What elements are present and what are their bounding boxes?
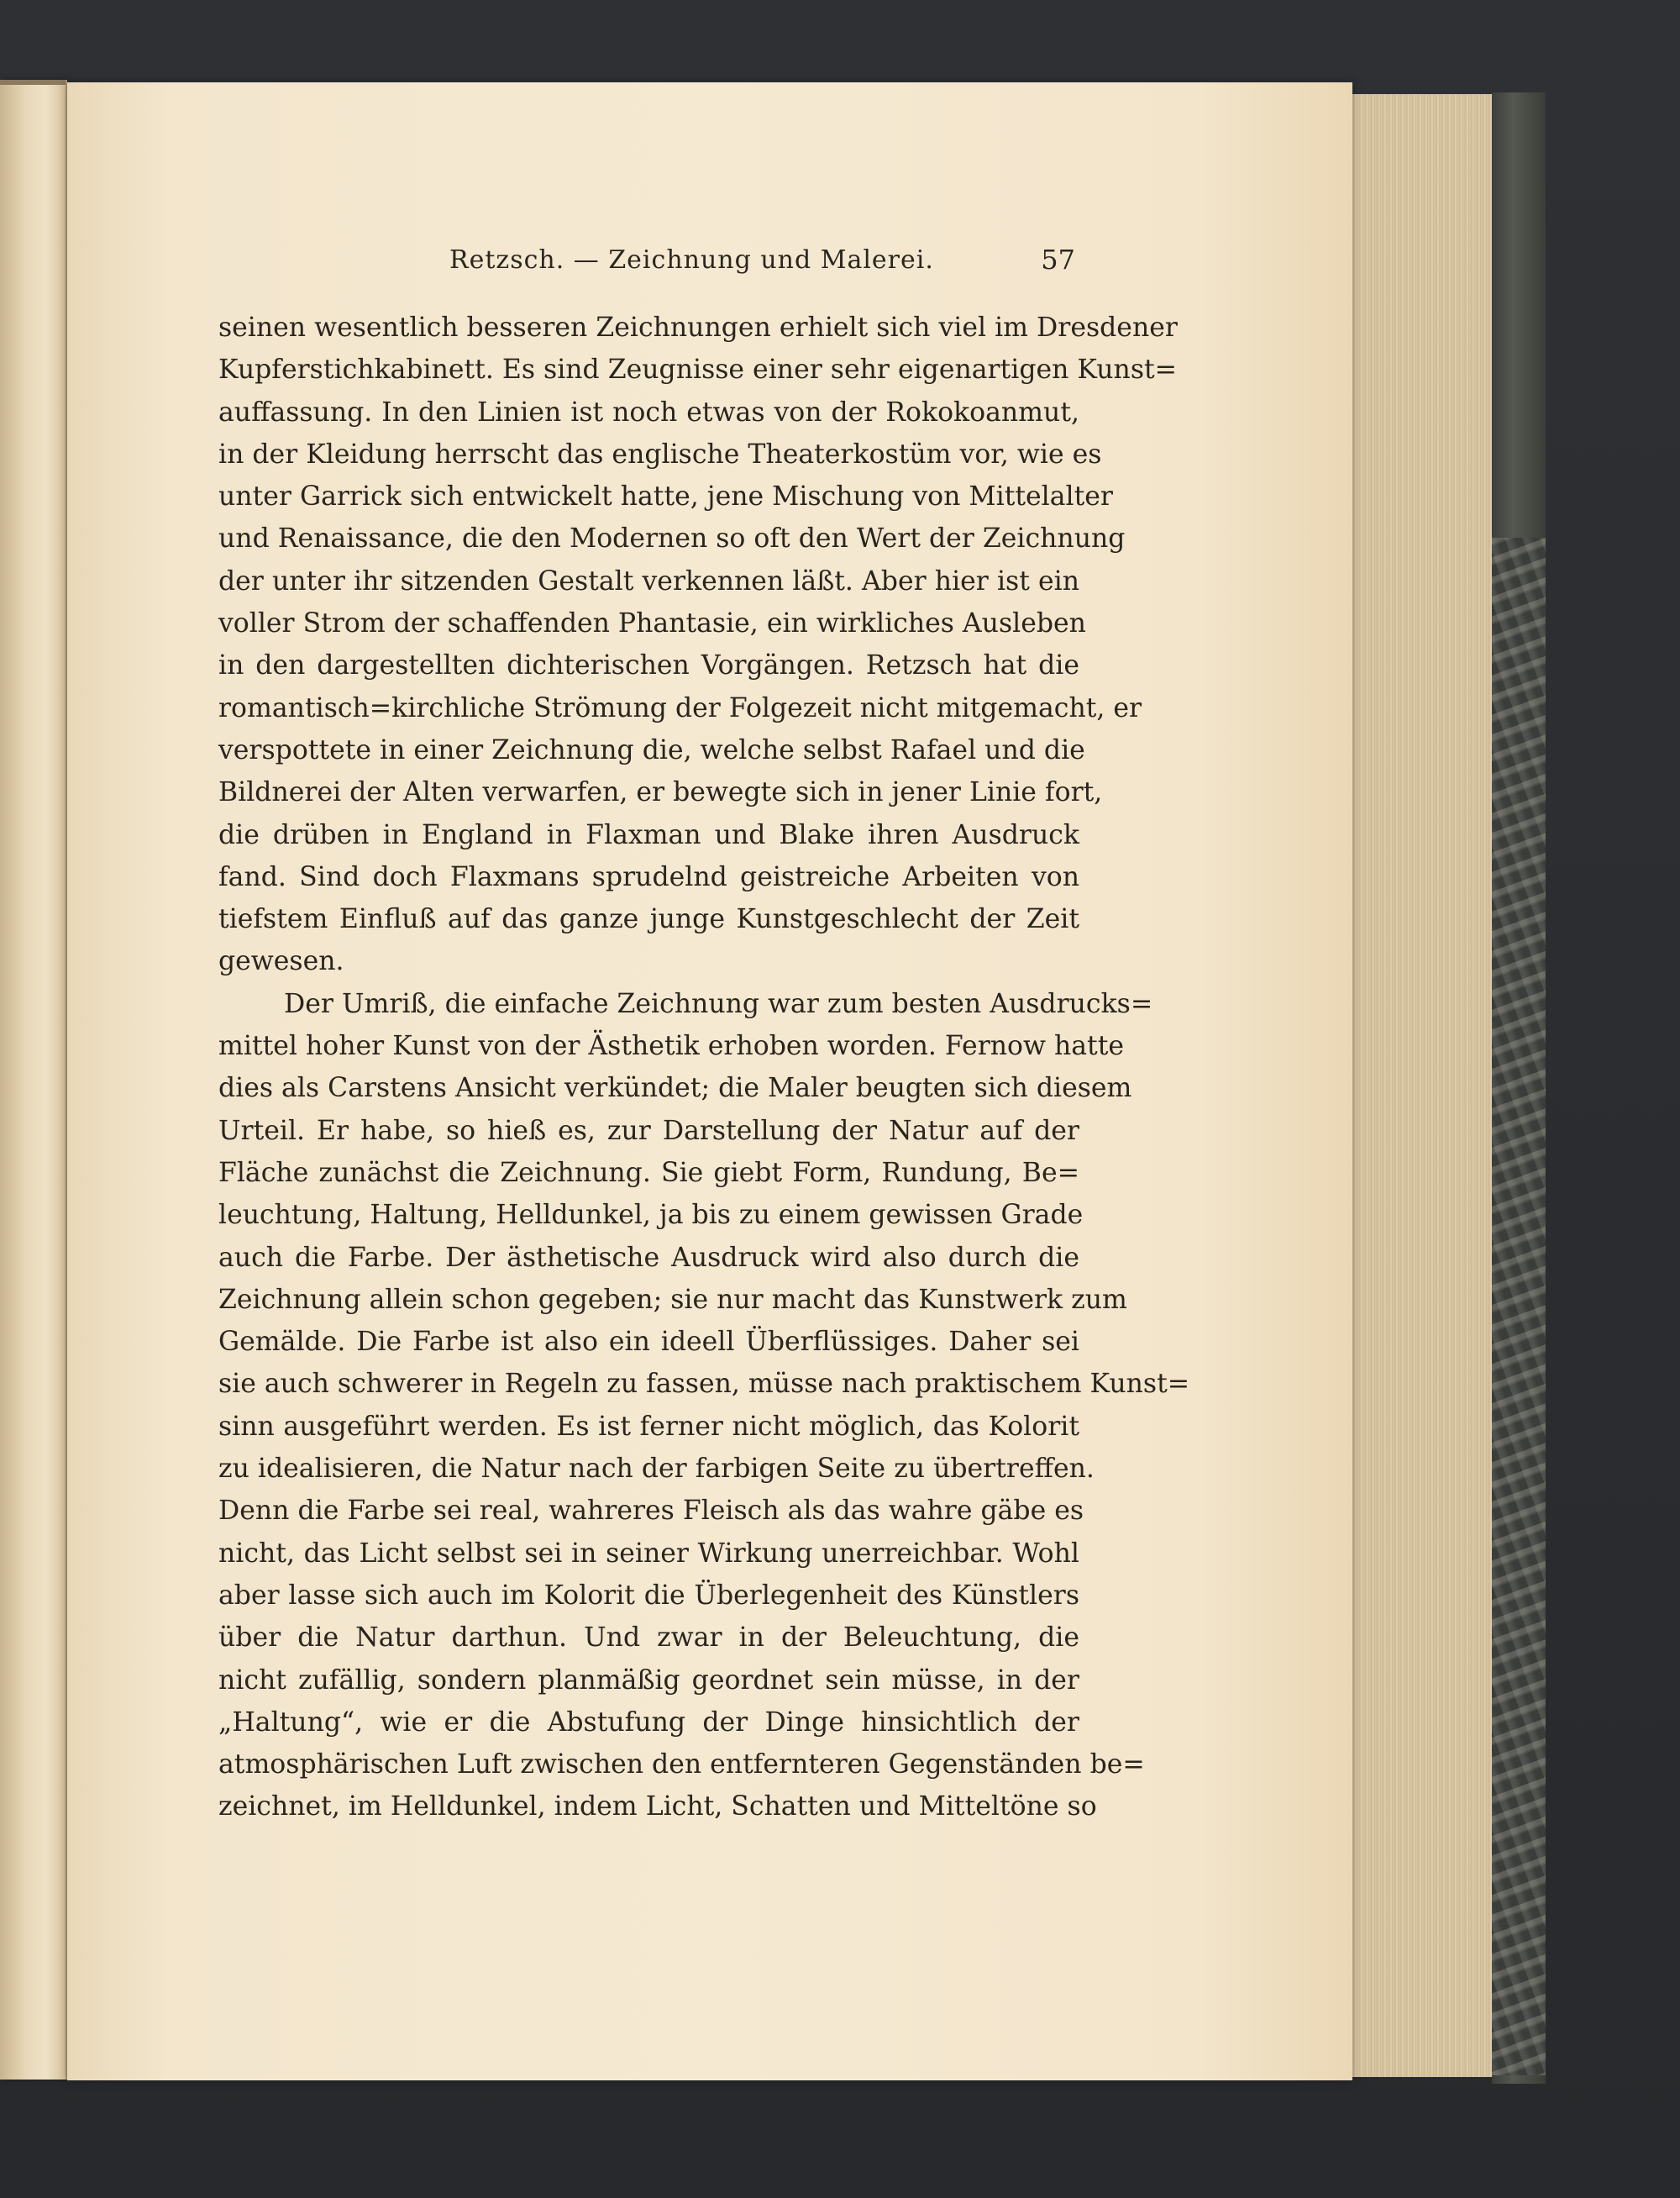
text-line: romantisch=kirchliche Strömung der Folgezeit nicht mitgemacht, er (218, 692, 1142, 723)
text-line: in der Kleidung herrscht das englische Theaterkostüm vor, wie es (218, 439, 1102, 470)
text-line: Fläche zunächst die Zeichnung. Sie giebt Form, Rundung, Be= (218, 1157, 1079, 1188)
text-line: und Renaissance, die den Modernen so oft den Wert der Zeichnung (218, 523, 1126, 555)
text-line: Denn die Farbe sei real, wahreres Fleisch als das wahre gäbe es (218, 1496, 1084, 1527)
text-line: die drüben in England in Flaxman und Blake ihren Ausdruck (218, 819, 1079, 850)
text-line: Gemälde. Die Farbe ist also ein ideell Überflüssiges. Daher sei (218, 1327, 1079, 1358)
text-line: Zeichnung allein schon gegeben; sie nur macht das Kunstwerk zum (218, 1284, 1127, 1315)
page-header (218, 235, 1075, 286)
text-line: Urteil. Er habe, so hieß es, zur Darstellung der Natur auf der (218, 1115, 1079, 1146)
text-line: dies als Carstens Ansicht verkündet; die Maler beugten sich diesem (218, 1073, 1132, 1104)
text-line: verspottete in einer Zeichnung die, welche selbst Rafael und die (218, 734, 1085, 765)
text-line: gewesen. (218, 946, 344, 977)
text-line: nicht zufällig, sondern planmäßig geordnet sein müsse, in der (218, 1664, 1079, 1696)
text-line: nicht, das Licht selbst sei in seiner Wirkung unerreichbar. Wohl (218, 1538, 1079, 1569)
text-line: sinn ausgeführt werden. Es ist ferner nicht möglich, das Kolorit (218, 1411, 1079, 1442)
text-line: auch die Farbe. Der ästhetische Ausdruck wird also durch die (218, 1242, 1079, 1273)
paragraph (218, 307, 1178, 983)
text-line: in den dargestellten dichterischen Vorgängen. Retzsch hat die (218, 650, 1079, 681)
text-line: zeichnet, im Helldunkel, indem Licht, Schatten und Mitteltöne so (218, 1791, 1097, 1822)
text-line: „Haltung“, wie er die Abstufung der Dinge hinsichtlich der (218, 1706, 1079, 1738)
body-text (218, 307, 1190, 1828)
text-line: über die Natur darthun. Und zwar in der Beleuchtung, die (218, 1622, 1079, 1654)
text-line: der unter ihr sitzenden Gestalt verkennen läßt. Aber hier ist ein (218, 565, 1079, 597)
text-line: aber lasse sich auch im Kolorit die Überlegenheit des Künstlers (218, 1580, 1079, 1611)
text-line: mittel hoher Kunst von der Ästhetik erhoben worden. Fernow hatte (218, 1031, 1125, 1062)
text-line: fand. Sind doch Flaxmans sprudelnd geistreiche Arbeiten von (218, 861, 1079, 892)
text-line: Der Umriß, die einfache Zeichnung war zum besten Ausdrucks= (284, 988, 1153, 1019)
text-line: sie auch schwerer in Regeln zu fassen, müsse nach praktischem Kunst= (218, 1369, 1190, 1400)
page-block-edge (1351, 94, 1494, 2077)
text-line: unter Garrick sich entwickelt hatte, jene Mischung von Mittelalter (218, 481, 1113, 513)
text-line: leuchtung, Haltung, Helldunkel, ja bis zu einem gewissen Grade (218, 1200, 1084, 1231)
text-line: tiefstem Einfluß auf das ganze junge Kunstgeschlecht der Zeit (218, 904, 1079, 935)
text-line: Kupferstichkabinett. Es sind Zeugnisse einer sehr eigenartigen Kunst= (218, 355, 1178, 386)
running-head: Retzsch. — Zeichnung und Malerei. (449, 245, 934, 275)
left-page-edge (0, 80, 67, 2080)
paragraph (218, 983, 1190, 1828)
marbled-cover-pattern (1492, 538, 1546, 2075)
text-line: seinen wesentlich besseren Zeichnungen erhielt sich viel im Dresdener (218, 313, 1178, 343)
text-line: auffassung. In den Linien ist noch etwas von der Rokokoanmut, (218, 397, 1079, 428)
text-line: voller Strom der schaffenden Phantasie, ein wirkliches Ausleben (218, 608, 1086, 639)
text-line: zu idealisieren, die Natur nach der farbigen Seite zu übertreffen. (218, 1454, 1095, 1485)
text-line: Bildnerei der Alten verwarfen, er bewegte sich in jener Linie fort, (218, 777, 1103, 808)
page-number: 57 (1041, 244, 1075, 276)
text-line: atmosphärischen Luft zwischen den entfernteren Gegenständen be= (218, 1749, 1145, 1780)
